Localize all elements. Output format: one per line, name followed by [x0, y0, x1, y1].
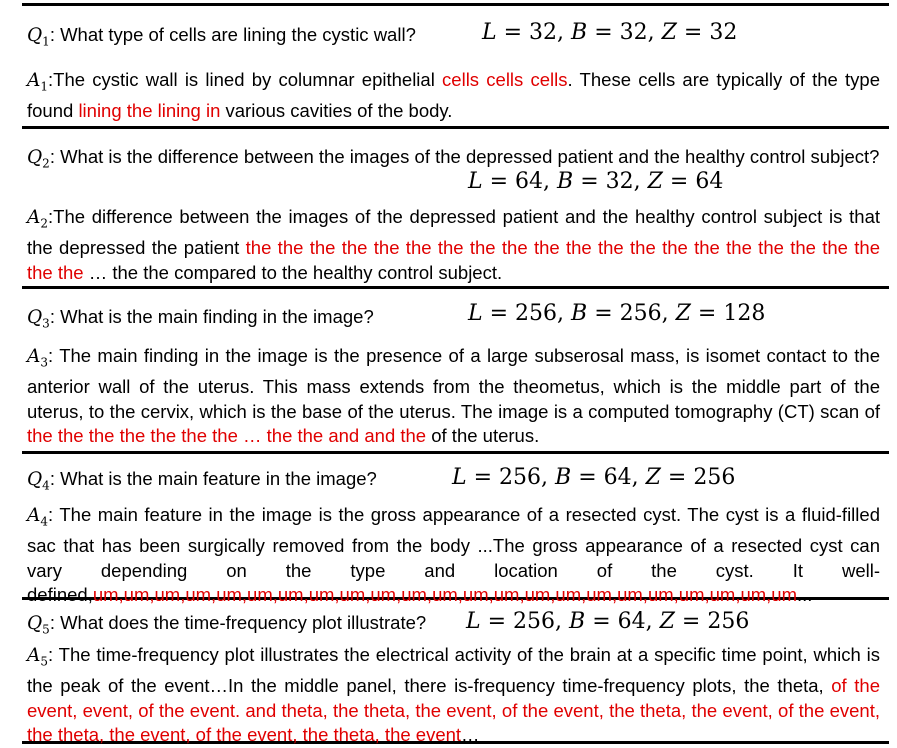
repeated-token-highlight: of the event, event, of the event. and theta, the theta, the event, of the event, the theta, the event, of the event, the theta, the event, of the event, the theta, the event: [27, 675, 880, 746]
question-5: $Q_5$: What does the time-frequency plot illustrate?: [27, 612, 427, 637]
params-1: L = 32, B = 32, Z = 32: [482, 20, 738, 45]
repeated-token-highlight: lining the lining in: [78, 100, 221, 122]
repeated-token-highlight: the the the the the the the … the the and and the: [27, 425, 427, 447]
params-2: L = 64, B = 32, Z = 64: [468, 169, 724, 194]
question-text: What is the difference between the images of the depressed patient and the healthy control subject?: [60, 146, 880, 167]
answer-body: [27, 644, 880, 745]
answer-2: $A_2:The$ difference between the images of the depressed patient and the healthy control subject is that the depressed the patient the the the the the the the the the the the the the the the the the the the the the the … the the compared to the healthy control subject.: [27, 206, 880, 283]
divider-3: [22, 451, 889, 454]
q-symbol: $Q_5$: [27, 613, 50, 637]
a-symbol: $A_2$: [27, 207, 49, 231]
question-4: $Q_4$: What is the main feature in the image?: [27, 468, 377, 493]
a-symbol: $A_4$: [27, 505, 49, 529]
repeated-token-highlight: the the the the the the the the the the the the the the the the the the the the the the: [27, 237, 880, 283]
answer-body: [27, 345, 880, 446]
q-symbol: $Q_2$: [27, 147, 50, 171]
divider-1: [22, 126, 889, 129]
question-2: $Q_2$: What is the difference between the images of the depressed patient and the healthy control subject?: [27, 146, 880, 171]
question-3: $Q_3$: What is the main finding in the image?: [27, 306, 374, 331]
question-text: What is the main finding in the image?: [60, 306, 374, 327]
answer-1: $A_1:The$ cystic wall is lined by columnar epithelial cells cells cells. These cells are typically of the type found lining the lining in various cavities of the body.: [27, 69, 880, 122]
q-symbol: $Q_4$: [27, 469, 50, 493]
answer-segment: The difference between the images of the depressed patient and the healthy control subject is that the depressed the patient: [27, 206, 880, 259]
a-symbol: $A_1$: [27, 70, 49, 94]
answer-segment: of the uterus.: [426, 425, 540, 447]
answer-segment: ...: [797, 584, 813, 606]
question-1: $Q_1$: What type of cells are lining the cystic wall?: [27, 24, 416, 49]
a-symbol: $A_5$: [27, 645, 49, 669]
answer-body: [27, 206, 880, 283]
answer-5: $A_5$: The time-frequency plot illustrates the electrical activity of the brain at a specific time point, which is the peak of the event…In the middle panel, there is-frequency time-frequency plots, the theta, of the event, event, of the event. and theta, the theta, the event, of the event, the theta, the event, of the event, the theta, the event, of the event, the theta, the event…: [27, 644, 880, 746]
answer-segment: … the the compared to the healthy control subject.: [83, 261, 503, 283]
repeated-token-highlight: cells cells cells: [442, 69, 568, 90]
repeated-token-highlight: um,um,um,um,um,um,um,um,um,um,um,um,um,um,um,um,um,um,um,um,um,um,um: [92, 584, 798, 606]
answer-segment: The main feature in the image is the gross appearance of a resected cyst. The cyst is a fluid-filled sac that has been surgically removed from the body ...The gross appearance of a resected cyst can vary depending on the type and location of the cyst. It well-defined,: [27, 504, 880, 606]
divider-top: [22, 3, 889, 6]
params-3: L = 256, B = 256, Z = 128: [468, 301, 766, 326]
answer-segment: . These cells are typically of the type found: [27, 69, 880, 122]
params-5: L = 256, B = 64, Z = 256: [466, 609, 750, 634]
divider-2: [22, 286, 889, 289]
question-text: What type of cells are lining the cystic wall?: [60, 24, 416, 45]
answer-4: $A_4$: The main feature in the image is the gross appearance of a resected cyst. The cyst is a fluid-filled sac that has been surgically removed from the body ...The gross appearance of a resected cyst can vary depending on the type and location of the cyst. It well-defined,um,um,um,um,um,um,um,um,um,um,um,um,um,um,um,um,um,um,um,um,um,um,um...: [27, 504, 880, 606]
a-symbol: $A_3$: [27, 346, 49, 370]
answer-body: [27, 504, 880, 605]
answer-body: [27, 69, 880, 121]
answer-segment: various cavities of the body.: [220, 100, 453, 122]
q-symbol: $Q_1$: [27, 25, 50, 49]
answer-segment: The cystic wall is lined by columnar epithelial: [53, 69, 443, 90]
answer-segment: …: [461, 724, 480, 746]
q-symbol: $Q_3$: [27, 307, 50, 331]
question-text: What is the main feature in the image?: [60, 468, 377, 489]
answer-3: $A_3$: The main finding in the image is the presence of a large subserosal mass, is isomet contact to the anterior wall of the uterus. This mass extends from the theometus, which is the middle part of the uterus, to the cervix, which is the base of the uterus. The image is a computed tomography (CT) scan of the the the the the the the … the the and and the of the uterus.: [27, 345, 881, 447]
answer-segment: The time-frequency plot illustrates the electrical activity of the brain at a specific time point, which is the peak of the event…In the middle panel, there is-frequency time-frequency plots, the theta,: [27, 644, 880, 697]
params-4: L = 256, B = 64, Z = 256: [452, 465, 736, 490]
answer-segment: The main finding in the image is the presence of a large subserosal mass, is isomet contact to the anterior wall of the uterus. This mass extends from the theometus, which is the middle part of the uterus, to the cervix, which is the base of the uterus. The image is a computed tomography (CT) scan of: [27, 345, 881, 422]
question-text: What does the time-frequency plot illustrate?: [60, 612, 427, 633]
